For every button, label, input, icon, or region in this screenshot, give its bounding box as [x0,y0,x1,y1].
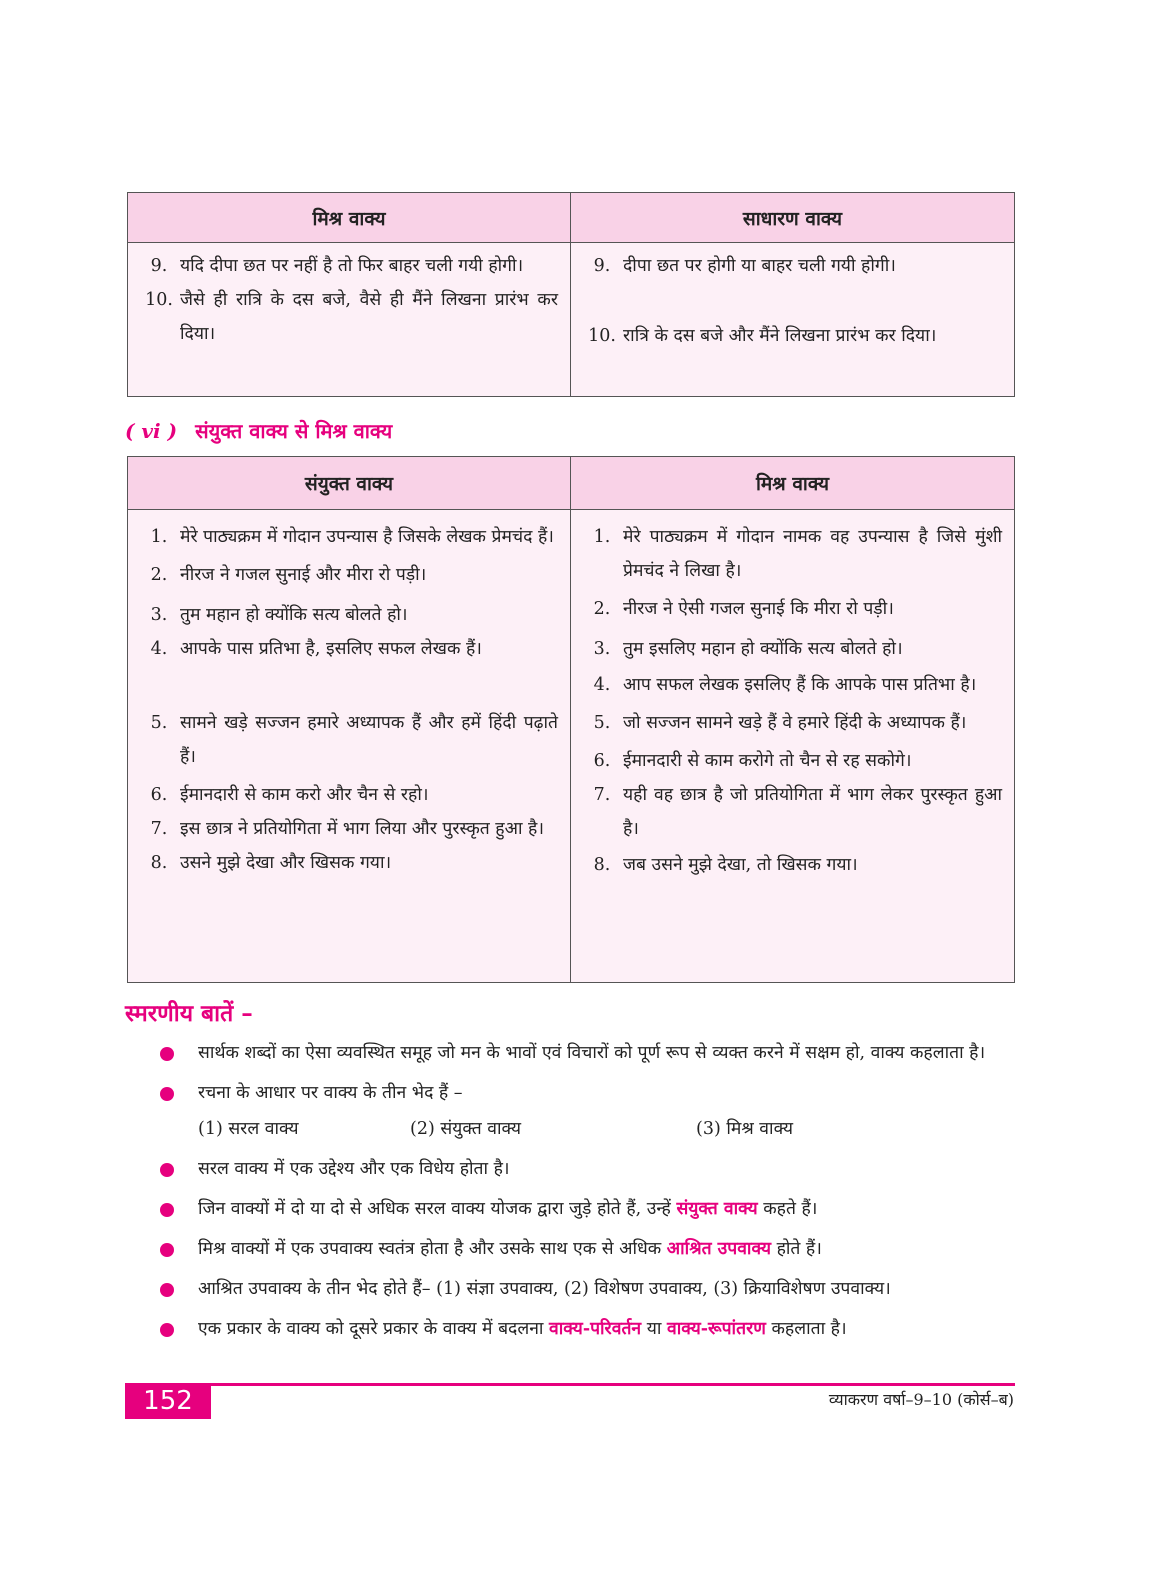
item-text: ईमानदारी से काम करोगे तो चैन से रह सकोगे। [623,751,912,771]
item-text: यही वह छात्र है जो प्रतियोगिता में भाग लेकर पुरस्कृत हुआ है। [623,785,1002,839]
bullet-icon [160,1047,174,1061]
list-item [581,632,1006,666]
item-number: 6. [150,785,168,805]
remember-list [160,1036,1020,1352]
list-item [581,848,1006,882]
table-column-left [128,510,571,982]
bullet-text [198,1312,1020,1346]
list-item [581,778,1006,846]
item-number: 6. [593,751,611,771]
item-number: 7. [593,785,611,805]
list-item [581,592,1006,626]
bullet-text [198,1192,1020,1226]
text-fragment: होते हैं। [776,1239,822,1259]
item-number: 2. [150,565,168,585]
highlight-term: वाक्य-रूपांतरण [666,1319,766,1339]
text-fragment: कहते हैं। [763,1199,818,1219]
item-number: 8. [593,855,611,875]
list-item [138,558,562,592]
item-text: मेरे पाठ्यक्रम में गोदान उपन्यास है जिसके लेखक प्रेमचंद हैं। [180,527,554,547]
item-text: ईमानदारी से काम करो और चैन से रहो। [180,785,429,805]
bullet-item [160,1272,1020,1306]
table-column-left [128,243,571,396]
list-item [581,319,1006,353]
table-sanyukt-mishra [127,456,1015,983]
item-number: 7. [150,819,168,839]
item-number: 1. [150,527,168,547]
item-text: नीरज ने गजल सुनाई और मीरा रो पड़ी। [180,565,427,585]
book-title: व्याकरण वर्षा–9–10 (कोर्स–ब) [828,1390,1014,1409]
bullet-icon [160,1283,174,1297]
list-item [138,706,562,774]
list-item [138,283,562,351]
list-item [581,668,1006,702]
list-item [581,706,1006,740]
item-number: 1. [593,527,611,547]
item-number: 2. [593,599,611,619]
bullet-icon [160,1203,174,1217]
text-fragment: एक प्रकार के वाक्य को दूसरे प्रकार के वाक्य में बदलना [198,1319,544,1339]
section-title: संयुक्त वाक्य से मिश्र वाक्य [195,419,393,443]
item-text: तुम इसलिए महान हो क्योंकि सत्य बोलते हो। [623,639,903,659]
item-text: जो सज्जन सामने खड़े हैं वे हमारे हिंदी के अध्यापक हैं। [623,713,967,733]
table-header-left: संयुक्त वाक्य [128,457,571,510]
remember-heading: स्मरणीय बातें – [125,1000,253,1027]
list-item [138,598,562,632]
list-item [138,846,562,880]
item-text: दीपा छत पर होगी या बाहर चली गयी होगी। [623,256,896,276]
item-text: तुम महान हो क्योंकि सत्य बोलते हो। [180,605,408,625]
section-number: ( vi ) [125,419,178,443]
item-number: 3. [150,605,168,625]
sentence-types [198,1112,1020,1146]
item-number: 9. [150,256,168,276]
bullet-icon [160,1087,174,1101]
bullet-item [160,1192,1020,1226]
table-mishra-sadharan [127,192,1015,397]
item-text: इस छात्र ने प्रतियोगिता में भाग लिया और पुरस्कृत हुआ है। [180,819,544,839]
bullet-icon [160,1243,174,1257]
table-header-left: मिश्र वाक्य [128,193,571,243]
table-header-right: साधारण वाक्य [571,193,1014,243]
item-number: 10. [145,290,173,310]
list-item [138,812,562,846]
bullet-text: सार्थक शब्दों का ऐसा व्यवस्थित समूह जो मन के भावों एवं विचारों को पूर्ण रूप से व्यक्त करने में सक्षम हो, वाक्य कहलाता है। [198,1043,986,1063]
footer-rule [125,1383,1015,1386]
list-item [138,778,562,812]
bullet-item [160,1312,1020,1346]
type-complex: (3) मिश्र वाक्य [696,1119,794,1139]
item-number: 5. [150,713,168,733]
list-item [581,249,1006,283]
item-text: उसने मुझे देखा और खिसक गया। [180,853,392,873]
bullet-text: रचना के आधार पर वाक्य के तीन भेद हैं – [198,1083,463,1103]
bullet-icon [160,1323,174,1337]
text-fragment: मिश्र वाक्यों में एक उपवाक्य स्वतंत्र होता है और उसके साथ एक से अधिक [198,1239,662,1259]
text-fragment: जिन वाक्यों में दो या दो से अधिक सरल वाक्य योजक द्वारा जुड़े होते हैं, उन्हें [198,1199,671,1219]
item-number: 9. [593,256,611,276]
item-text: सामने खड़े सज्जन हमारे अध्यापक हैं और हमें हिंदी पढ़ाते हैं। [180,713,558,767]
list-item [581,520,1006,588]
bullet-item [160,1232,1020,1266]
item-number: 4. [593,675,611,695]
list-item [138,520,562,554]
item-text: आपके पास प्रतिभा है, इसलिए सफल लेखक हैं। [180,639,482,659]
list-item [138,632,562,666]
text-fragment: कहलाता है। [771,1319,847,1339]
item-number: 10. [588,326,616,346]
item-number: 5. [593,713,611,733]
table-header-right: मिश्र वाक्य [571,457,1014,510]
type-compound: (2) संयुक्त वाक्य [410,1119,522,1139]
item-number: 4. [150,639,168,659]
item-text: मेरे पाठ्यक्रम में गोदान नामक वह उपन्यास है जिसे मुंशी प्रेमचंद ने लिखा है। [623,527,1002,581]
highlight-term: संयुक्त वाक्य [676,1199,758,1219]
type-simple: (1) सरल वाक्य [198,1119,299,1139]
item-text: नीरज ने ऐसी गजल सुनाई कि मीरा रो पड़ी। [623,599,894,619]
bullet-icon [160,1163,174,1177]
item-text: यदि दीपा छत पर नहीं है तो फिर बाहर चली गयी होगी। [180,256,524,276]
table-column-right [571,243,1014,396]
page-number: 152 [125,1383,211,1419]
bullet-text: आश्रित उपवाक्य के तीन भेद होते हैं– (1) संज्ञा उपवाक्य, (2) विशेषण उपवाक्य, (3) क्रियाविशेषण उपवाक्य। [198,1279,891,1299]
bullet-item [160,1076,1020,1110]
highlight-term: वाक्य-परिवर्तन [549,1319,642,1339]
highlight-term: आश्रित उपवाक्य [666,1239,771,1259]
item-number: 3. [593,639,611,659]
bullet-item [160,1152,1020,1186]
item-text: आप सफल लेखक इसलिए हैं कि आपके पास प्रतिभा है। [623,675,977,695]
item-text: रात्रि के दस बजे और मैंने लिखना प्रारंभ कर दिया। [623,326,937,346]
text-fragment: या [646,1319,662,1339]
item-text: जब उसने मुझे देखा, तो खिसक गया। [623,855,858,875]
item-text: जैसे ही रात्रि के दस बजे, वैसे ही मैंने लिखना प्रारंभ कर दिया। [180,290,558,344]
section-heading [125,417,392,444]
item-number: 8. [150,853,168,873]
bullet-text [198,1232,1020,1266]
list-item [138,249,562,283]
bullet-text: सरल वाक्य में एक उद्देश्य और एक विधेय होता है। [198,1159,510,1179]
list-item [581,744,1006,778]
bullet-item [160,1036,1020,1070]
table-column-right [571,510,1014,982]
